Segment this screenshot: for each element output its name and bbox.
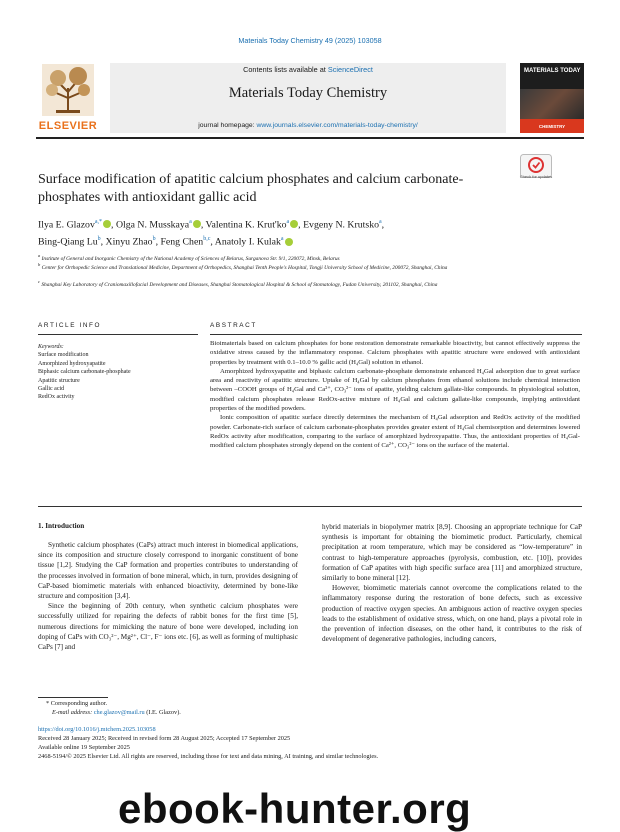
available-online: Available online 19 September 2025	[38, 744, 130, 751]
affiliation-sup: b	[38, 262, 41, 267]
journal-cover	[520, 63, 584, 133]
orcid-icon[interactable]	[103, 220, 111, 228]
author-list	[38, 215, 578, 250]
author-name[interactable]: Bing-Qiang Lu	[38, 236, 98, 248]
keyword: Apatitic structure	[38, 377, 80, 384]
affiliation-c	[38, 278, 578, 289]
author-name[interactable]: Ilya E. Glazov	[38, 219, 95, 231]
keyword: Biphasic calcium carbonate-phosphate	[38, 369, 131, 376]
affiliation-text: Shanghai Key Laboratory of Craniomaxillofacial Development and Diseases, Shanghai Stomatological Hospital & School of Stomatology, Fudan University, 201102, Shanghai, China	[41, 281, 438, 288]
author-sup[interactable]: b,c	[203, 236, 211, 243]
corresponding-note: * Corresponding author.	[46, 700, 108, 707]
abstract-rule	[210, 334, 582, 335]
journal-citation[interactable]: Materials Today Chemistry 49 (2025) 103058	[238, 36, 382, 45]
doi-link[interactable]: https://doi.org/10.1016/j.mtchem.2025.103058	[38, 726, 156, 733]
footnote-rule	[38, 697, 108, 698]
article-info-rule	[38, 334, 198, 335]
author-line-2: Bing-Qiang Lu$^b$, Xinyu Zhao$^b$, Feng Chen$^{b,c}$, Anatoly I. Kulak$^a$	[38, 232, 578, 249]
author-sup[interactable]: a	[379, 219, 382, 225]
article-title: Surface modification of apatitic calcium phosphates and calcium carbonate-phosphates with antioxidant gallic acid	[38, 172, 464, 205]
affiliation-text: Center for Orthopedic Science and Translational Medicine, Department of Orthopedics, Shanghai Tenth People's Hospital, Tongji University School of Medicine, 200072, Shanghai, China	[41, 264, 448, 271]
cover-title: MATERIALS TODAY	[524, 68, 581, 74]
abstract-heading: ABSTRACT	[210, 322, 257, 329]
abstract-paragraph: Amorphized hydroxyapatite and biphasic calcium carbonate-phosphate demonstrate enhanced H₄Gal adsorption due to great surface area and reactivity of apatitic structure. Uptake of H₄Gal by calcium phosphates from ethanol solutions include chemical interaction between –COOH groups of H₄Gal and Ca²⁺, CO₃²⁻ ions of apatite, yielding calcium gallate-like compounds. In physiological solution, modified calcium phosphates release RedOx-active mixture of H₄Gal and calcium gallate-like compounds, implying antioxidant properties of the modified powders.	[210, 367, 580, 413]
email-label: E-mail address:	[52, 709, 94, 716]
watermark: ebook-hunter.org	[118, 785, 472, 832]
author-line-1: Ilya E. Glazov$^{a,*}$ , Olga N. Musskaya$^a$ , Valentina K. $Krut'ko^a$ , Evgeny N. Krutsko$^a$,	[38, 219, 385, 231]
affiliation-b	[38, 261, 578, 272]
check-updates-label[interactable]: Check for updates	[519, 174, 553, 179]
author-sup[interactable]: a,*	[94, 219, 103, 225]
contents-prefix: Contents lists available at	[243, 65, 328, 74]
orcid-icon[interactable]	[193, 220, 201, 228]
intro-left-column	[38, 540, 298, 652]
check-updates-icon[interactable]	[520, 154, 552, 186]
intro-right-column	[322, 522, 582, 644]
cover-subtitle: CHEMISTRY	[538, 124, 566, 129]
author-sup[interactable]: a	[280, 236, 284, 243]
article-info-heading: ARTICLE INFO	[38, 322, 102, 329]
abstract-end-rule	[38, 506, 582, 507]
email-suffix: (I.E. Glazov).	[144, 709, 181, 716]
keyword: Gallic acid	[38, 386, 65, 393]
abstract-body	[210, 339, 580, 451]
homepage-link[interactable]: www.journals.elsevier.com/materials-today-chemistry/	[256, 122, 418, 129]
homepage-line	[110, 122, 506, 129]
keyword: Amorphized hydroxyapatite	[38, 360, 106, 367]
author-name[interactable]: Olga N. Musskaya	[115, 219, 190, 231]
intro-paragraph: However, biomimetic materials cannot overcome the complications related to the inflammatory response during the restoration of bone defects, such as excessive production of reactive oxygen species. An ambiguous action of reactive oxygen species leads to the establishment of oxidative stress, which, on one hand, plays a pivotal role in the prevention of infection diseases, on the other hand, it contributes to the risk of development of degenerative pathologies, including cancers,	[322, 584, 582, 644]
keyword: Surface modification	[38, 352, 89, 359]
sciencedirect-link[interactable]: ScienceDirect	[327, 65, 373, 74]
affiliation-sup: a	[38, 253, 41, 258]
author-sup[interactable]: b	[97, 236, 101, 243]
abstract-paragraph: Ionic composition of apatitic surface directly determines the mechanism of H₄Gal adsorption and RedOx activity of the modified powder. Carbonate-rich surface of calcium carbonate-phosphates provides greater extent of H₄Gal chemisorption and determines lowered RedOx activity after modification, comparing to the surface of amorphized hydroxyapatite. Thus, the antioxidant properties of H₄Gal-modified calcium phosphates strongly depend on the content of Ca²⁺, CO₃²⁻ ions on the surface of the material.	[210, 414, 580, 450]
journal-header	[110, 63, 506, 133]
keywords-label: Keywords:	[38, 344, 64, 350]
email-note	[52, 709, 592, 718]
author-sup[interactable]: b	[152, 236, 156, 243]
affiliation-sup: c	[38, 279, 40, 284]
orcid-icon[interactable]	[290, 220, 298, 228]
header-rule	[36, 137, 584, 139]
intro-paragraph: Since the beginning of 20th century, when synthetic calcium phosphates were successfully utilized for repairing the defects of rabbit bones for the first time [5], numerous directions for mimicking the nature of bone were developed, including ion doping of CaPs with CO₃²⁻, Mg²⁺, Cl⁻, F⁻ ions etc. [6], as well as forming of multiphasic CaPs [7] and	[38, 602, 298, 652]
elsevier-wordmark: ELSEVIER	[38, 120, 98, 132]
orcid-icon[interactable]	[285, 238, 293, 246]
keyword: RedOx activity	[38, 394, 75, 401]
author-sup[interactable]: a	[286, 219, 290, 225]
author-name[interactable]: Valentina K. Krut'ko	[205, 219, 287, 231]
affiliation-text: Institute of General and Inorganic Chemistry of the National Academy of Sciences of Belarus, Surganova Str. 9/1, 220072, Minsk, Belarus	[41, 255, 340, 262]
author-name[interactable]: Anatoly I. Kulak	[214, 236, 281, 248]
intro-paragraph: Synthetic calcium phosphates (CaPs) attract much interest in biomedical applications, since its composition and structure closely correspond to inorganic constituent of bone tissue [1,2]. Studying the CaP formation and properties contributes to understanding of the processes involved in formation of bone mineral, which, in turn, provides designing of CaP-based biomimetic materials with enhanced bioactivity, determined by bone-like structure and composition [3,4].	[38, 541, 298, 601]
received-dates: Received 28 January 2025; Received in revised form 28 August 2025; Accepted 17 September 2025	[38, 735, 291, 742]
abstract-paragraph: Bioimaterials based on calcium phosphates for bone restoration demonstrate remarkable bioactivity, but cannot effectively suppress the oxidative stress caused by the inflammatory response. Calcium phosphates with apatitic structure were endowed with antioxidant properties by treatment with 0.1–10.0 % gallic acid (H₄Gal) solution in ethanol.	[210, 340, 580, 366]
intro-paragraph: hybrid materials in biopolymer matrix [8,9]. Choosing an appropriate technique for CaP synthesis is important for obtaining the biomimetic product. Particularly, chemical precipitation at room temperature, which may be considered as “low-temperature” in contrast to high-temperature approaches (pyrolysis, combustion, etc. [10]), provides formation of CaP apatites with high specific surface area [11] and amorphized structure, similarly to bone mineral [12].	[322, 523, 582, 583]
cover-artwork	[520, 89, 584, 119]
homepage-prefix: journal homepage:	[198, 122, 257, 129]
intro-heading: 1. Introduction	[38, 522, 85, 530]
author-name[interactable]: Xinyu Zhao	[105, 236, 153, 248]
keywords-block	[38, 343, 188, 402]
author-name[interactable]: Feng Chen	[160, 236, 204, 248]
copyright: 2468-5194/© 2025 Elsevier Ltd. All rights are reserved, including those for text and data mining, AI training, and similar technologies.	[38, 753, 379, 760]
journal-name: Materials Today Chemistry	[228, 85, 388, 101]
author-sup[interactable]: a	[189, 219, 192, 225]
author-name[interactable]: Evgeny N. Krutsko	[303, 219, 379, 231]
contents-line	[110, 65, 506, 74]
email-link[interactable]: che.glazov@mail.ru	[93, 709, 145, 716]
